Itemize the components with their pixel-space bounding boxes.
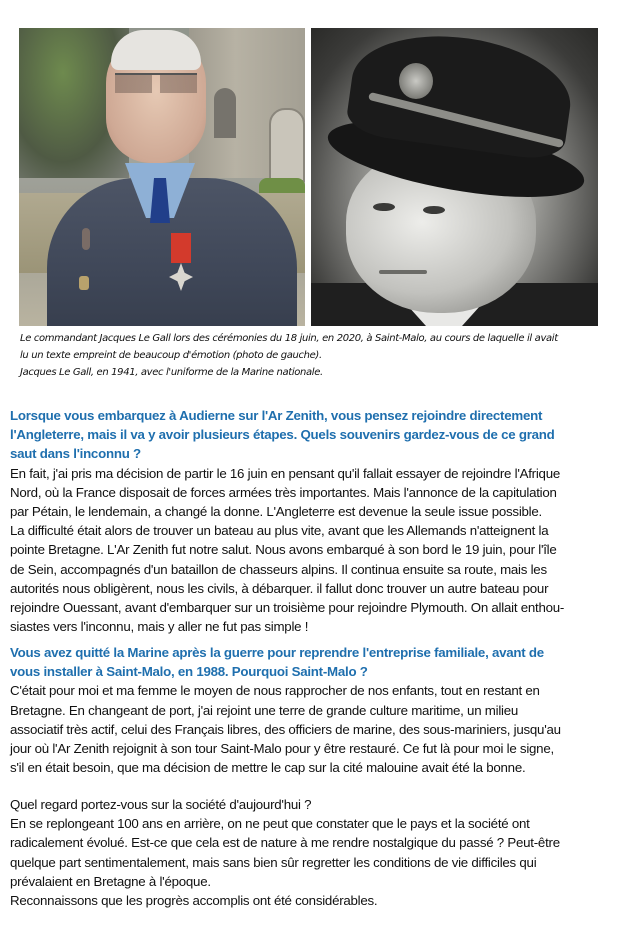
answer-line: par Pétain, le lendemain, a changé la donne. L'Angleterre est devenue la seule issue possible.: [10, 504, 542, 520]
question-line: vous installer à Saint-Malo, en 1988. Pourquoi Saint-Malo ?: [10, 664, 368, 680]
caption-line: lu un texte empreint de beaucoup d'émotion (photo de gauche).: [20, 350, 322, 361]
photo-jacques-le-gall-2020: [19, 28, 305, 326]
eye-right: [423, 206, 445, 214]
interview-section-2: [10, 643, 620, 777]
question-1: [10, 406, 620, 464]
question-3: [10, 795, 620, 814]
caption-line: Jacques Le Gall, en 1941, avec l'uniforme de la Marine nationale.: [20, 367, 323, 378]
lapel-pin: [82, 228, 90, 250]
question-line: l'Angleterre, mais il va y avoir plusieurs étapes. Quels souvenirs gardez-vous de ce grand: [10, 427, 555, 443]
answer-line: rejoindre Ouessant, avant d'embarquer sur un troisième pour rejoindre Plymouth. On allait enthou-: [10, 600, 565, 616]
question-line: Vous avez quitté la Marine après la guerre pour reprendre l'entreprise familiale, avant de: [10, 645, 544, 660]
question-2: [10, 643, 620, 681]
answer-line: jour où l'Ar Zenith rejoignit à son tour Saint-Malo pour y être restauré. Ce fut là pour moi le signe,: [10, 741, 554, 757]
question-line: Lorsque vous embarquez à Audierne sur l'Ar Zenith, vous pensez rejoindre directement: [10, 408, 543, 423]
answer-line: siastes vers l'inconnu, mais y aller ne fut pas simple !: [10, 619, 309, 635]
photo-jacques-le-gall-1941: [311, 28, 598, 326]
hair: [111, 30, 201, 70]
caption-line: Le commandant Jacques Le Gall lors des cérémonies du 18 juin, en 2020, à Saint-Malo, au cours de laquelle il avait: [20, 333, 558, 344]
church-window: [214, 88, 236, 138]
question-line: Quel regard portez-vous sur la société d'aujourd'hui ?: [10, 797, 312, 812]
eye-left: [373, 203, 395, 211]
answer-line: radicalement évolué. Est-ce que cela est de nature à me rendre nostalgique du passé ? Peut-être: [10, 835, 560, 851]
photo-caption: [20, 330, 620, 381]
answer-line: autorités nous obligèrent, nous les civils, à débarquer. il fallut donc trouver un autre bateau pour: [10, 580, 549, 596]
answer-line: prévalaient en Bretagne à l'époque.: [10, 873, 211, 889]
medal-ribbon: [171, 233, 191, 263]
answer-line: La difficulté était alors de trouver un bateau au plus vite, avant que les Allemands n'atteignent la: [10, 523, 549, 539]
answer-line: de Sein, accompagnés d'un bataillon de chasseurs alpins. Il continua ensuite sa route, mais les: [10, 561, 547, 577]
answer-line: quelque part sentimentalement, mais sans bien sûr regretter les conditions de vie difficiles qui: [10, 854, 537, 870]
lapel-badge: [79, 276, 89, 290]
answer-line: Bretagne. En changeant de port, j'ai rejoint une terre de grande culture maritime, un milieu: [10, 702, 519, 718]
answer-line: C'était pour moi et ma femme le moyen de nous rapprocher de nos enfants, tout en restant en: [10, 683, 540, 699]
answer-line: En se replongeant 100 ans en arrière, on ne peut que constater que le pays et la société ont: [10, 816, 530, 832]
question-line: saut dans l'inconnu ?: [10, 446, 141, 462]
answer-3: [10, 814, 620, 910]
answer-1: [10, 464, 620, 637]
interview-section-3: [10, 795, 620, 910]
answer-line: En fait, j'ai pris ma décision de partir le 16 juin en pensant qu'il fallait essayer de rejoindre l'Afrique: [10, 465, 560, 481]
glasses: [115, 73, 197, 93]
answer-line: s'il en était besoin, que ma décision de mettre le cap sur la cité malouine avait été la bonne.: [10, 760, 526, 776]
answer-line: Reconnaissons que les progrès accomplis ont été considérables.: [10, 893, 378, 909]
answer-line: associatif très actif, celui des Français libres, des officiers de marine, des sous-mariniers, jusqu'au: [10, 721, 561, 737]
answer-2: [10, 681, 620, 777]
cap-badge-anchor: [399, 63, 433, 99]
interview-section-1: [10, 406, 620, 636]
answer-line: pointe Bretagne. L'Ar Zenith fut notre salut. Nous avons embarqué à son bord le 19 juin, pour l'île: [10, 542, 557, 558]
mouth: [379, 270, 427, 274]
church-door: [269, 108, 305, 182]
answer-line: Nord, où la France disposait de forces armées très importantes. Mais l'annonce de la capitulation: [10, 484, 557, 500]
